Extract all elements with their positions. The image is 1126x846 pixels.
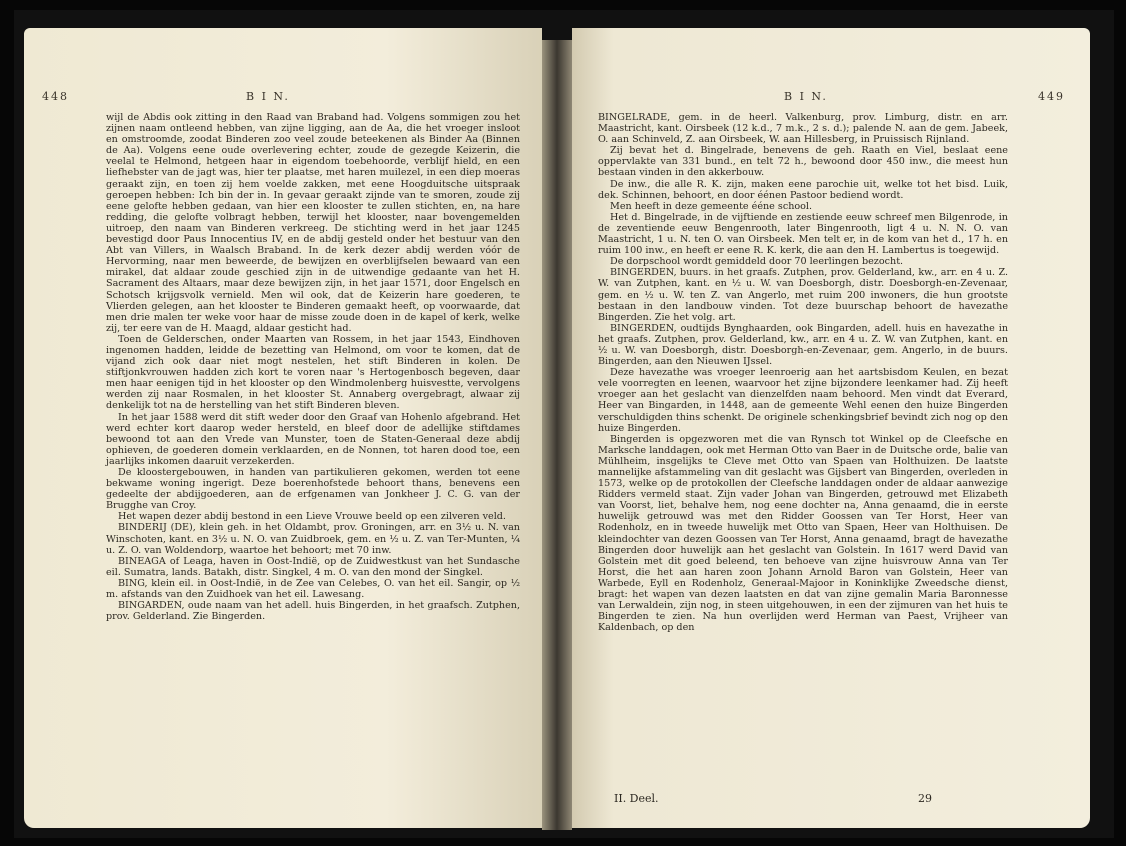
left-body-text <box>106 112 520 622</box>
page-number-right: 449 <box>1038 90 1065 103</box>
paragraph: De inw., die alle R. K. zijn, maken eene parochie uit, welke tot het bisd. Luik, dek. Schinnen, behoort, en door éénen Pastoor bediend wordt. <box>598 178 1008 201</box>
paragraph: Zij bevat het d. Bingelrade, benevens de geh. Raath en Viel, beslaat eene oppervlakte van 331 bund., en telt 72 h., bewoond door 450 inw., die meest hun bestaan vinden in den akkerbouw. <box>598 145 1008 179</box>
paragraph: BINGELRADE, gem. in de heerl. Valkenburg, prov. Limburg, distr. en arr. Maastricht, kant. Oirsbeek (12 k.d., 7 m.k., 2 s. d.); palende N. aan de gem. Jabeek, O. aan Schinveld, Z. aan Oirsbeek, W. aan Hillesberg, in Pruissisch Rijnland. <box>598 112 1008 146</box>
paragraph: BINGERDEN, buurs. in het graafs. Zutphen, prov. Gelderland, kw., arr. en 4 u. Z. W. van Zutphen, kant. en ½ u. W. van Doesborgh, distr. Doesborgh-en-Zevenaar, gem. en ½ u. W. ten Z. van Angerlo, met ruim 200 inwoners, die hun grootste bestaan in den landbouw vinden. Tot deze buurschap behoort de havezathe Bingerden. Zie het volg. art. <box>598 267 1008 323</box>
paragraph: BINGERDEN, oudtijds Bynghaarden, ook Bingarden, adell. huis en havezathe in het graafs. Zutphen, prov. Gelderland, kw., arr. en 4 u. Z. W. van Zutphen, kant. en ½ u. W. van Doesborgh, distr. Doesborgh-en-Zevenaar, gem. Angerlo, in de buurs. Bingerden, aan den Nieuwen IJssel. <box>598 322 1008 368</box>
signature-mark: 29 <box>918 792 932 805</box>
paragraph: BINEAGA of Leaga, haven in Oost-Indië, op de Zuidwestkust van het Sundasche eil. Sumatra, lands. Batakh, distr. Singkel, 4 m. O. van den mond der Singkel. <box>106 555 520 578</box>
page-number-left: 448 <box>42 90 69 103</box>
running-head-left: B I N. <box>246 90 290 103</box>
right-page <box>572 28 1090 828</box>
paragraph: Het wapen dezer abdij bestond in een Lieve Vrouwe beeld op een zilveren veld. <box>118 511 506 523</box>
running-head-right: B I N. <box>784 90 828 103</box>
paragraph: BINGARDEN, oude naam van het adell. huis Bingerden, in het graafsch. Zutphen, prov. Gelderland. Zie Bingerden. <box>106 600 520 623</box>
paragraph: In het jaar 1588 werd dit stift weder door den Graaf van Hohenlo afgebrand. Het werd echter kort daarop weder hersteld, en bleef door de adellijke stiftdames bewoond tot aan den Vrede van Munster, toen de Staten-Generaal deze abdij ophieven, de goederen domein verklaarden, en de Nonnen, tot haren dood toe, een jaarlijks inkomen daaruit verzekerden. <box>106 411 520 467</box>
paragraph: Toen de Gelderschen, onder Maarten van Rossem, in het jaar 1543, Eindhoven ingenomen hadden, leidde de bezetting van Helmond, om voor te komen, dat de vijand zich ook daar niet mogt nestelen, het stift Binderen in kolen. De stiftjonkvrouwen hadden zich kort te voren naar 's Hertogenbosch begeven, daar men haar eenigen tijd in het klooster op den Windmolenberg huisvestte, vervolgens werden zij naar Rosmalen, in het klooster St. Annaberg overgebragt, alwaar zij denkelijk tot na de herstelling van het stift Binderen bleven. <box>106 333 520 412</box>
paragraph: BING, klein eil. in Oost-Indië, in de Zee van Celebes, O. van het eil. Sangir, op ½ m. afstands van den Zuidhoek van het eil. Lawesang. <box>106 577 520 601</box>
left-page <box>24 28 542 828</box>
footer-volume: II. Deel. <box>614 792 659 805</box>
paragraph: Het d. Bingelrade, in de vijftiende en zestiende eeuw schreef men Bilgenrode, in de zeventiende eeuw Bengenrooth, later Bingenrooth, ligt 4 u. N. N. O. van Maastricht, 1 u. N. ten O. van Oirsbeek. Men telt er, in de kom van het d., 17 h. en ruim 100 inw., en heeft er eene R. K. kerk, die aan den H. Lambertus is toegewijd. <box>598 211 1008 257</box>
paragraph: De kloostergebouwen, in handen van partikulieren gekomen, werden tot eene bekwame woning ingerigt. Deze boerenhofstede behoort thans, benevens een gedeelte der abdijgoederen, aan de erfgenamen van Jonkheer J. C. G. van der Brugghe van Croy. <box>106 467 520 512</box>
book-gutter <box>542 40 572 830</box>
paragraph: De dorpschool wordt gemiddeld door 70 leerlingen bezocht. <box>610 256 904 268</box>
paragraph: Bingerden is opgezworen met die van Rynsch tot Winkel op de Cleefsche en Marksche landdagen, ook met Herman Otto van Baer in de Duitsche orde, balie van Mühlheim, insgelijks te Cleve met Otto van Spaen van Holthuizen. De laatste mannelijke afstammeling van dit geslacht was Gijsbert van Bingerden, overleden in 1573, welke op de protokollen der Cleefsche landdagen onder de aldaar aanwezige Ridders vermeld staat. Zijn vader Johan van Bingerden, getrouwd met Elizabeth van Voorst, liet, behalve hem, nog eene dochter na, Anna genaamd, die in eerste huwelijk getrouwd was met den Ridder Goossen van Ter Horst, Heer van Rodenholz, en in tweede huwelijk met Otto van Spaen, Heer van Holthuisen. De kleindochter van dezen Goossen van Ter Horst, Anna genaamd, bragt de havezathe Bingerden door huwelijk aan het geslacht van Golstein. In 1617 werd David van Golstein met dit goed beleend, ten behoeve van zijne huisvrouw Anna van Ter Horst, die het aan haren zoon Johann Arnold Baron van Golstein, Heer van Warbede, Eyll en Rodenholz, Generaal-Majoor in Koninklijke Zweedsche dienst, bragt: het wapen van dezen laatsten en dat van zijne gemalin Maria Baronnesse van Lerwaldein, zijn nog, in steen uitgehouwen, in een der zijmuren van het huis te Bingerden te zien. Na hun overlijden werd Herman van Paest, Vrijheer van Kaldenbach, op den <box>598 433 1008 634</box>
right-body-text <box>598 112 1008 633</box>
paragraph: Men heeft in deze gemeente ééne school. <box>610 200 813 212</box>
paragraph: wijl de Abdis ook zitting in den Raad van Braband had. Volgens sommigen zou het zijnen naam ontleend hebben, van zijne ligging, aan de Aa, die het vroeger insloot en omstroomde, zoodat Binderen zoo veel zoude beteekenen als Binder Aa (Binnen de Aa). Volgens eene oude overlevering echter, zoude de gezegde Keizerin, die veelal te Helmond, hetgeen haar in eigendom toebehoorde, verblijf hield, en een liefhebster van de jagt was, hier ter plaatse, met haren muilezel, in een diep moeras geraakt zijn, en toen zij hem voelde zakken, met eene Hoogduitsche uitspraak geroepen hebben: Ich bin der in. In gevaar geraakt zijnde van te smoren, zoude zij eene gelofte hebben gedaan, van hier een klooster te zullen stichten, en, na hare redding, die gelofte volbragt hebben, terwijl het klooster, naar bovengemelden uitroep, den naam van Binderen verkreeg. De stichting werd in het jaar 1245 bevestigd door Paus Innocentius IV, en de abdij gesteld onder het bestuur van den Abt van Villers, in Waalsch Braband. In de kerk dezer abdij werden vóór de Hervorming, naar men beweerde, de bewijzen en overblijfselen bewaard van een mirakel, dat aldaar zoude geschied zijn in de uitwendige gedaante van het H. Sacrament des Altaars, maar deze bewijzen zijn, in het jaar 1571, door Engelsch en Schotsch krijgsvolk vernield. Men wil ook, dat de Keizerin hare goederen, te Vlierden gelegen, aan het klooster te Binderen gemaakt heeft, op voorwaarde, dat men drie malen ter weke voor haar de misse zoude doen in de kapel of kerk, welke zij, ter eere van de H. Maagd, aldaar gesticht had. <box>106 112 520 334</box>
paragraph: Deze havezathe was vroeger leenroerig aan het aartsbisdom Keulen, en bezat vele voorregten en leenen, waarvoor het zijne bijzondere leenkamer had. Zij heeft vroeger aan het geslacht van dienzelfden naam behoord. Men vindt dat Everard, Heer van Bingarden, in 1448, aan de gemeente Wehl eenen den huize Bingerden verschuldigden thins schenkt. De originele schenkingsbrief bevindt zich nog op den huize Bingerden. <box>598 367 1008 434</box>
book-spread <box>14 10 1114 838</box>
paragraph: BINDERIJ (DE), klein geh. in het Oldambt, prov. Groningen, arr. en 3½ u. N. van Winschoten, kant. en 3½ u. N. O. van Zuidbroek, gem. en ½ u. Z. van Ter-Munten, ¼ u. Z. O. van Woldendorp, waartoe het behoort; met 70 inw. <box>106 522 520 556</box>
